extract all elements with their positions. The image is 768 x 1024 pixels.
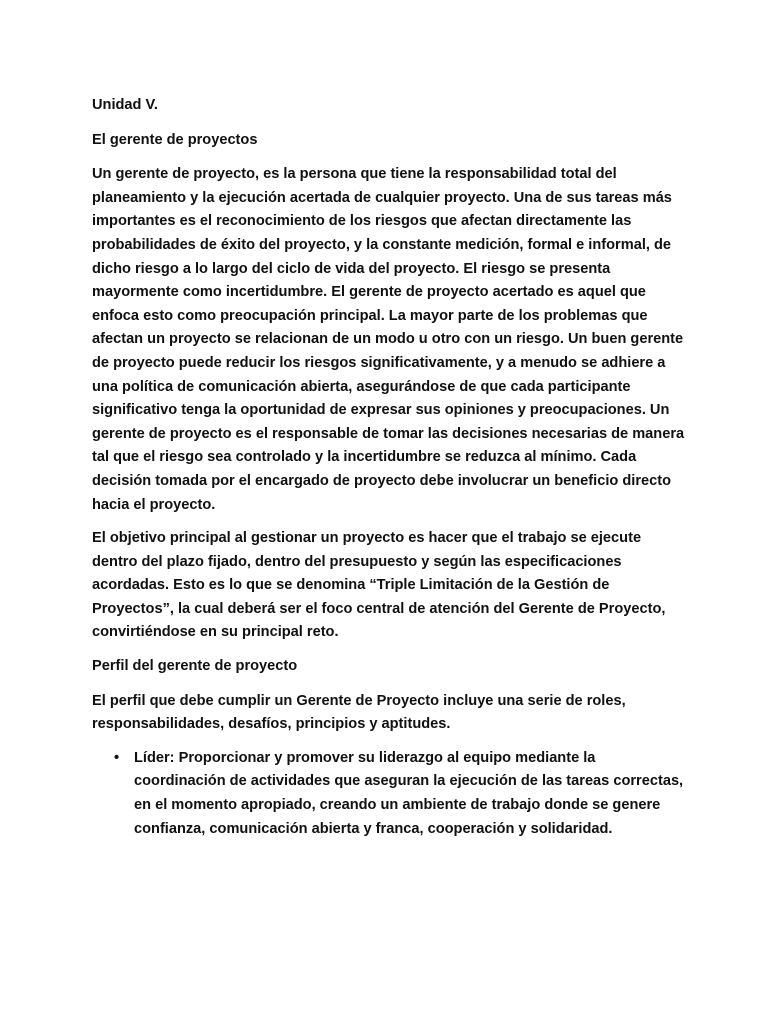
document-page xyxy=(92,94,688,841)
section-title: El gerente de proyectos xyxy=(92,131,258,148)
subsection-title: Perfil del gerente de proyecto xyxy=(92,658,298,675)
bullet-icon: • xyxy=(114,749,120,766)
body-paragraph-3: El perfil que debe cumplir un Gerente de Proyecto incluye una serie de roles, responsabilidades, desafíos, principios y aptitudes. xyxy=(92,692,626,733)
list-item-text: Líder: Proporcionar y promover su liderazgo al equipo mediante la coordinación de actividades que aseguran la ejecución de las tareas correctas, en el momento apropiado, creando un ambiente de trabajo donde se genere confianza, comunicación abierta y franca, cooperación y solidaridad. xyxy=(134,749,684,837)
bullet-list xyxy=(92,747,688,841)
list-item xyxy=(92,747,688,841)
unit-title: Unidad V. xyxy=(92,97,158,113)
body-paragraph-1: Un gerente de proyecto, es la persona que tiene la responsabilidad total del planeamiento y la ejecución acertada de cualquier proyecto. Una de sus tareas más importantes es el reconocimiento de los riesgos que afectan directamente las probabilidades de éxito del proyecto, y la constante medición, formal e informal, de dicho riesgo a lo largo del ciclo de vida del proyecto. El riesgo se presenta mayormente como incertidumbre. El gerente de proyecto acertado es aquel que enfoca esto como preocupación principal. La mayor parte de los problemas que afectan un proyecto se relacionan de un modo u otro con un riesgo. Un buen gerente de proyecto puede reducir los riesgos significativamente, y a menudo se adhiere a una política de comunicación abierta, asegurándose de que cada participante significativo tenga la oportunidad de expresar sus opiniones y preocupaciones. Un gerente de proyecto es el responsable de tomar las decisiones necesarias de manera tal que el riesgo sea controlado y la incertidumbre se reduzca al mínimo. Cada decisión tomada por el encargado de proyecto debe involucrar un beneficio directo hacia el proyecto. xyxy=(92,166,685,513)
body-paragraph-2: El objetivo principal al gestionar un proyecto es hacer que el trabajo se ejecute dentro del plazo fijado, dentro del presupuesto y según las especificaciones acordadas. Esto es lo que se denomina “Triple Limitación de la Gestión de Proyectos”, la cual deberá ser el foco central de atención del Gerente de Proyecto, convirtiéndose en su principal reto. xyxy=(92,530,666,641)
